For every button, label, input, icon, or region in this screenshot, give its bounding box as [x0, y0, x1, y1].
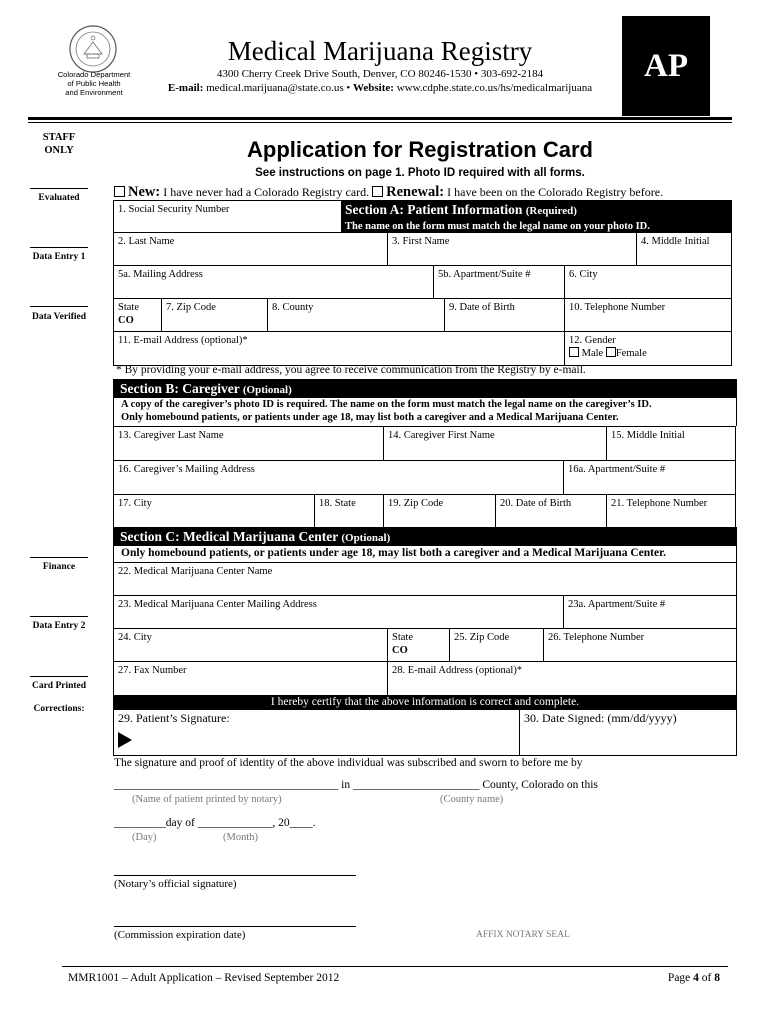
- staff-signoff-line: [30, 188, 88, 189]
- section-c-title: [113, 527, 737, 548]
- center-address-label: 23. Medical Marijuana Center Mailing Address: [118, 599, 317, 610]
- footer-divider: [62, 966, 728, 967]
- center-city-field[interactable]: [113, 628, 387, 661]
- patient-name-line[interactable]: _______________________________________: [114, 779, 339, 791]
- caregiver-city-label: 17. City: [118, 498, 152, 509]
- caregiver-dob-label: 20. Date of Birth: [500, 498, 572, 509]
- center-fax-label: 27. Fax Number: [118, 665, 187, 676]
- section-c-border: [736, 546, 737, 562]
- center-address-field[interactable]: [113, 595, 563, 628]
- caregiver-phone-label: 21. Telephone Number: [611, 498, 708, 509]
- page-total: 8: [714, 972, 720, 984]
- gender-label: 12. Gender: [569, 335, 616, 346]
- staff-data-verified: Data Verified: [31, 312, 87, 322]
- form-revision: MMR1001 – Adult Application – Revised September 2012: [68, 972, 340, 984]
- staff-signoff-line: [30, 616, 88, 617]
- staff-data-entry-1: Data Entry 1: [32, 252, 86, 262]
- section-b-border: [736, 398, 737, 426]
- date-signed-field[interactable]: [519, 709, 737, 755]
- city-label: 6. City: [569, 269, 598, 280]
- department-line: of Public Health: [67, 79, 121, 88]
- county-label: 8. County: [272, 302, 314, 313]
- last-name-field[interactable]: [113, 232, 387, 265]
- section-a-title: [341, 200, 732, 221]
- apt-suite-label: 5b. Apartment/Suite #: [438, 269, 531, 280]
- mailing-address-label: 5a. Mailing Address: [118, 269, 203, 280]
- staff-signoff-line: [30, 247, 88, 248]
- caregiver-middle-initial-field[interactable]: [606, 426, 736, 460]
- section-b-title-text: Section B: Caregiver: [120, 381, 240, 396]
- section-b-note: [116, 399, 736, 424]
- center-fax-field[interactable]: [113, 661, 387, 695]
- middle-initial-label: 4. Middle Initial: [641, 236, 710, 247]
- notary-in-text: in: [341, 779, 351, 791]
- section-b-header: [113, 379, 737, 398]
- renewal-label: Renewal:: [386, 184, 445, 200]
- sign-here-arrow-icon: [118, 732, 132, 748]
- first-name-field[interactable]: [387, 232, 636, 265]
- section-b-border: [113, 398, 114, 426]
- email-label: E-mail:: [167, 82, 204, 94]
- phone-field[interactable]: [564, 298, 732, 331]
- section-a-qualifier: (Required): [525, 205, 577, 217]
- patient-signature-field[interactable]: [113, 709, 519, 755]
- new-label: New:: [128, 184, 161, 200]
- staff-signoff-line: [30, 557, 88, 558]
- header-divider: [28, 122, 732, 123]
- notary-signature-caption: (Notary’s official signature): [114, 878, 237, 890]
- center-name-field[interactable]: [113, 562, 737, 595]
- state-field: [113, 298, 161, 331]
- center-name-label: 22. Medical Marijuana Center Name: [118, 566, 273, 577]
- male-label: Male: [581, 348, 604, 359]
- staff-evaluated: Evaluated: [38, 193, 80, 203]
- middle-initial-field[interactable]: [636, 232, 732, 265]
- caregiver-zip-field[interactable]: [383, 494, 495, 528]
- center-phone-field[interactable]: [543, 628, 737, 661]
- phone-label: 10. Telephone Number: [569, 302, 666, 313]
- notary-seal-area: AFFIX NOTARY SEAL: [476, 930, 570, 940]
- registry-address: 4300 Cherry Creek Drive South, Denver, CO 80246-1530 • 303-692-2184: [216, 68, 544, 80]
- staff-signoff-line: [30, 676, 88, 677]
- center-zip-field[interactable]: [449, 628, 543, 661]
- form-code-badge: AP: [622, 16, 710, 116]
- website-link[interactable]: www.cdphe.state.co.us/hs/medicalmarijuana: [396, 82, 593, 94]
- mailing-address-field[interactable]: [113, 265, 433, 298]
- registry-contact: [150, 82, 610, 94]
- page-number: [600, 972, 720, 984]
- notary-sworn-line: [114, 779, 598, 791]
- zip-label: 7. Zip Code: [166, 302, 216, 313]
- center-state-label: State: [392, 632, 413, 643]
- page-current: 4: [693, 972, 699, 984]
- website-label: Website:: [352, 82, 394, 94]
- first-name-label: 3. First Name: [392, 236, 450, 247]
- zip-field[interactable]: [161, 298, 267, 331]
- caregiver-apt-label: 16a. Apartment/Suite #: [568, 464, 666, 475]
- patient-name-caption: (Name of patient printed by notary): [132, 794, 282, 805]
- center-apt-field[interactable]: [563, 595, 737, 628]
- last-name-label: 2. Last Name: [118, 236, 175, 247]
- application-type: [114, 184, 734, 201]
- caregiver-phone-field[interactable]: [606, 494, 736, 528]
- notary-signature-line[interactable]: [114, 875, 356, 876]
- section-c-header: [113, 527, 737, 546]
- staff-finance: Finance: [42, 562, 76, 572]
- new-checkbox[interactable]: [114, 186, 125, 197]
- month-caption: (Month): [223, 832, 258, 843]
- caregiver-dob-field[interactable]: [495, 494, 606, 528]
- caregiver-address-label: 16. Caregiver’s Mailing Address: [118, 464, 255, 475]
- caregiver-state-label: 18. State: [319, 498, 356, 509]
- new-description: I have never had a Colorado Registry card.: [163, 185, 370, 199]
- notary-county-suffix: County, Colorado on this: [482, 779, 598, 791]
- county-name-line[interactable]: ______________________: [352, 779, 480, 791]
- county-name-caption: (County name): [440, 794, 504, 805]
- caregiver-apt-field[interactable]: [563, 460, 736, 494]
- certification-bottom-border: [113, 755, 737, 756]
- notary-intro: The signature and proof of identity of the above individual was subscribed and sworn to before me by: [114, 757, 583, 769]
- staff-data-entry-2: Data Entry 2: [32, 621, 86, 631]
- section-c-border: [113, 546, 114, 562]
- department-name: [50, 70, 138, 97]
- ssn-field[interactable]: [113, 200, 341, 232]
- male-checkbox[interactable]: [569, 347, 579, 357]
- section-b-note-line: A copy of the caregiver’s photo ID is required. The name on the form must match the legal name on the caregiver’s ID.: [121, 399, 652, 410]
- dob-field[interactable]: [444, 298, 564, 331]
- caregiver-last-name-field[interactable]: [113, 426, 383, 460]
- renewal-checkbox[interactable]: [372, 186, 383, 197]
- caregiver-zip-label: 19. Zip Code: [388, 498, 444, 509]
- bullet: •: [346, 82, 351, 94]
- commission-date-caption: (Commission expiration date): [114, 929, 246, 941]
- center-state-value: CO: [392, 645, 408, 656]
- dob-label: 9. Date of Birth: [449, 302, 515, 313]
- header-divider: [28, 117, 732, 120]
- staff-heading-line: ONLY: [44, 145, 74, 156]
- caregiver-state-field[interactable]: [314, 494, 383, 528]
- staff-signoff-line: [30, 306, 88, 307]
- center-apt-label: 23a. Apartment/Suite #: [568, 599, 666, 610]
- female-checkbox[interactable]: [606, 347, 616, 357]
- section-b-qualifier: (Optional): [242, 384, 292, 396]
- staff-card-printed: Card Printed: [31, 681, 87, 691]
- section-a-title-text: Section A: Patient Information: [345, 202, 523, 217]
- application-title: Application for Registration Card: [247, 137, 593, 162]
- department-line: and Environment: [65, 88, 123, 97]
- staff-only-heading: [24, 131, 94, 157]
- certification-statement: I hereby certify that the above information is correct and complete.: [113, 695, 737, 709]
- gender-field: [564, 331, 732, 365]
- section-c-note: Only homebound patients, or patients under age 18, may list both a caregiver and a Medical Marijuana Center.: [121, 547, 666, 559]
- county-field[interactable]: [267, 298, 444, 331]
- caregiver-first-name-field[interactable]: [383, 426, 606, 460]
- center-state-field: [387, 628, 449, 661]
- section-c-title-text: Section C: Medical Marijuana Center: [120, 529, 338, 544]
- day-caption: (Day): [132, 832, 157, 843]
- apt-suite-field[interactable]: [433, 265, 564, 298]
- caregiver-address-field[interactable]: [113, 460, 563, 494]
- state-seal-icon: [68, 24, 118, 74]
- section-b-note-line: Only homebound patients, or patients under age 18, may list both a caregiver and a Medical Marijuana Center.: [121, 411, 619, 423]
- staff-corrections: Corrections:: [33, 704, 85, 714]
- commission-date-line[interactable]: [114, 926, 356, 927]
- page-prefix: Page: [667, 972, 691, 984]
- staff-heading-line: STAFF: [42, 132, 76, 143]
- email-field[interactable]: [113, 331, 564, 365]
- section-a-note: The name on the form must match the legal name on your photo ID.: [345, 221, 650, 232]
- page-of: of: [701, 972, 712, 984]
- center-phone-label: 26. Telephone Number: [548, 632, 645, 643]
- caregiver-middle-initial-label: 15. Middle Initial: [611, 430, 685, 441]
- email-link[interactable]: medical.marijuana@state.co.us: [206, 82, 344, 94]
- section-b-title: [113, 379, 737, 400]
- registry-title: Medical Marijuana Registry: [227, 36, 533, 66]
- state-label: State: [118, 302, 139, 313]
- section-a-header: [341, 200, 732, 232]
- section-c-qualifier: (Optional): [341, 532, 391, 544]
- center-zip-label: 25. Zip Code: [454, 632, 510, 643]
- department-line: Colorado Department: [57, 70, 131, 79]
- female-label: Female: [615, 348, 647, 359]
- center-city-label: 24. City: [118, 632, 152, 643]
- caregiver-city-field[interactable]: [113, 494, 314, 528]
- email-field-label: 11. E-mail Address (optional)*: [118, 335, 248, 346]
- center-email-field[interactable]: [387, 661, 737, 695]
- state-value: CO: [118, 315, 134, 326]
- patient-signature-label: 29. Patient’s Signature:: [118, 711, 230, 725]
- date-signed-label: 30. Date Signed: (mm/dd/yyyy): [524, 711, 677, 725]
- caregiver-first-name-label: 14. Caregiver First Name: [388, 430, 495, 441]
- caregiver-last-name-label: 13. Caregiver Last Name: [118, 430, 224, 441]
- city-field[interactable]: [564, 265, 732, 298]
- email-consent-note: * By providing your e-mail address, you agree to receive communication from the Registry by e-mail.: [116, 364, 586, 376]
- center-email-label: 28. E-mail Address (optional)*: [392, 665, 523, 676]
- notary-date-line[interactable]: _________day of _____________, 20____.: [114, 817, 316, 829]
- ssn-label: 1. Social Security Number: [118, 204, 230, 215]
- application-instructions: See instructions on page 1. Photo ID required with all forms.: [255, 167, 585, 179]
- renewal-description: I have been on the Colorado Registry before.: [447, 185, 664, 199]
